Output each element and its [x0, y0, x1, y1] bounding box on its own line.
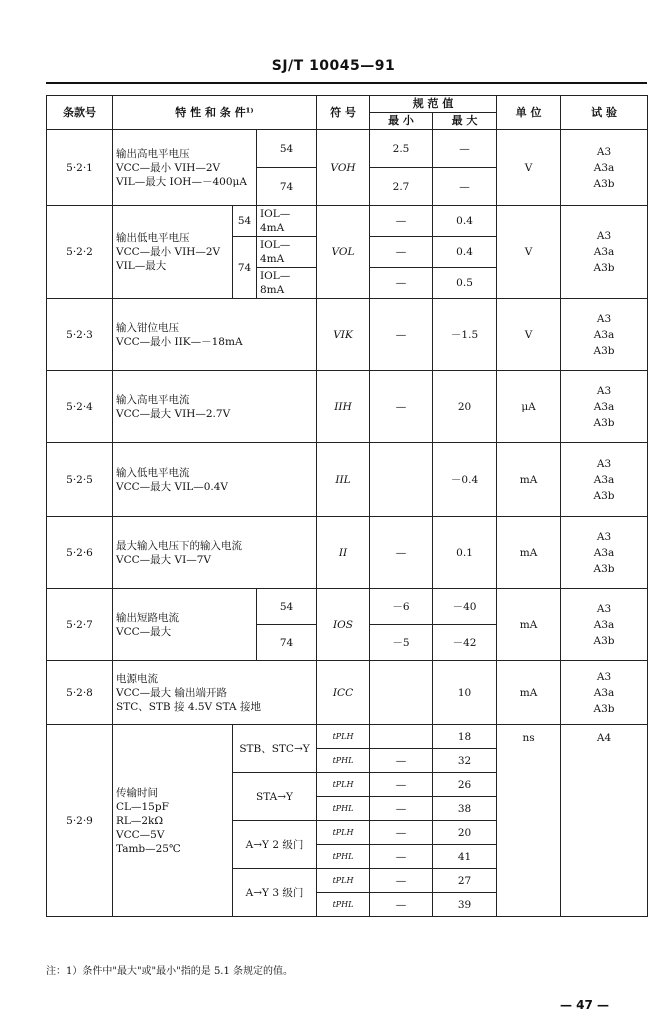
test-ref: A3 A3a A3b: [561, 371, 648, 443]
min-value: —: [370, 773, 433, 797]
unit: mA: [497, 661, 561, 725]
min-value: —: [370, 821, 433, 845]
unit: V: [497, 206, 561, 299]
symbol: tPHL: [317, 797, 370, 821]
min-value: 2.7: [370, 168, 433, 206]
series-54: 54: [257, 589, 317, 625]
min-value: —: [370, 517, 433, 589]
min-value: 2.5: [370, 130, 433, 168]
test-ref: A3 A3a A3b: [561, 589, 648, 661]
item-id: 5·2·5: [47, 443, 113, 517]
max-value: 0.5: [433, 268, 497, 299]
symbol: tPLH: [317, 725, 370, 749]
symbol: IIL: [317, 443, 370, 517]
symbol: tPHL: [317, 845, 370, 869]
item-id: 5·2·9: [47, 725, 113, 917]
condition-text: 最大输入电压下的输入电流 VCC—最大 VI—7V: [113, 517, 317, 589]
max-value: －40: [433, 589, 497, 625]
table-row: [47, 725, 648, 749]
path-label: A→Y 3 级门: [233, 869, 317, 917]
condition-text: 传输时间 CL—15pF RL—2kΩ VCC—5V Tamb—25℃: [113, 725, 233, 917]
page-number: — 47 —: [560, 998, 610, 1012]
item-id: 5·2·2: [47, 206, 113, 299]
header-rule: [46, 82, 647, 84]
unit: V: [497, 130, 561, 206]
table-row: [47, 443, 648, 517]
unit: mA: [497, 517, 561, 589]
item-id: 5·2·7: [47, 589, 113, 661]
test-ref: A3 A3a A3b: [561, 130, 648, 206]
max-value: －1.5: [433, 299, 497, 371]
symbol: tPLH: [317, 821, 370, 845]
table-row: [47, 517, 648, 589]
min-value: [370, 443, 433, 517]
max-value: 32: [433, 749, 497, 773]
item-id: 5·2·1: [47, 130, 113, 206]
header-row: [47, 96, 648, 113]
condition-text: 电源电流 VCC—最大 输出端开路 STC、STB 接 4.5V STA 接地: [113, 661, 317, 725]
table-row: [47, 206, 648, 237]
max-value: 38: [433, 797, 497, 821]
spec-table: [46, 95, 648, 917]
symbol: IOS: [317, 589, 370, 661]
col-min-header: 最 小: [370, 113, 433, 130]
symbol: VIK: [317, 299, 370, 371]
min-value: —: [370, 845, 433, 869]
col-sym-header: 符 号: [317, 96, 370, 130]
min-value: —: [370, 749, 433, 773]
min-value: －6: [370, 589, 433, 625]
condition-text: 输出短路电流 VCC—最大: [113, 589, 257, 661]
min-value: —: [370, 237, 433, 268]
min-value: —: [370, 371, 433, 443]
unit: mA: [497, 443, 561, 517]
min-value: —: [370, 206, 433, 237]
col-cond-header: 特 性 和 条 件¹⁾: [113, 96, 317, 130]
symbol: VOH: [317, 130, 370, 206]
symbol: tPHL: [317, 749, 370, 773]
unit: ns: [497, 725, 561, 917]
unit: μA: [497, 371, 561, 443]
series-74: 74: [233, 237, 257, 299]
max-value: 20: [433, 821, 497, 845]
min-value: －5: [370, 625, 433, 661]
max-value: 39: [433, 893, 497, 917]
condition-text: 输出高电平电压 VCC—最小 VIH—2V VIL—最大 IOH—－400μA: [113, 130, 257, 206]
min-value: —: [370, 268, 433, 299]
max-value: 0.4: [433, 237, 497, 268]
test-ref: A3 A3a A3b: [561, 517, 648, 589]
max-value: 0.4: [433, 206, 497, 237]
symbol: VOL: [317, 206, 370, 299]
test-ref: A3 A3a A3b: [561, 299, 648, 371]
min-value: [370, 725, 433, 749]
header-title: SJ/T 10045—91: [271, 58, 396, 74]
condition-text: 输出低电平电压 VCC—最小 VIH—2V VIL—最大: [113, 206, 233, 299]
series-74: 74: [257, 625, 317, 661]
test-ref: A3 A3a A3b: [561, 661, 648, 725]
condition-iol: IOL—4mA: [257, 206, 317, 237]
symbol: tPLH: [317, 773, 370, 797]
max-value: 26: [433, 773, 497, 797]
series-54: 54: [233, 206, 257, 237]
test-ref: A4: [561, 725, 648, 917]
test-ref: A3 A3a A3b: [561, 443, 648, 517]
item-id: 5·2·4: [47, 371, 113, 443]
unit: V: [497, 299, 561, 371]
path-label: A→Y 2 级门: [233, 821, 317, 869]
min-value: —: [370, 299, 433, 371]
col-unit-header: 单 位: [497, 96, 561, 130]
max-value: 41: [433, 845, 497, 869]
condition-text: 输入低电平电流 VCC—最大 VIL—0.4V: [113, 443, 317, 517]
symbol: II: [317, 517, 370, 589]
max-value: 27: [433, 869, 497, 893]
series-74: 74: [257, 168, 317, 206]
condition-iol: IOL—4mA: [257, 237, 317, 268]
item-id: 5·2·3: [47, 299, 113, 371]
symbol: tPHL: [317, 893, 370, 917]
max-value: －42: [433, 625, 497, 661]
col-max-header: 最 大: [433, 113, 497, 130]
item-id: 5·2·6: [47, 517, 113, 589]
max-value: 10: [433, 661, 497, 725]
table-row: [47, 661, 648, 725]
symbol: tPLH: [317, 869, 370, 893]
item-id: 5·2·8: [47, 661, 113, 725]
test-ref: A3 A3a A3b: [561, 206, 648, 299]
min-value: [370, 661, 433, 725]
max-value: —: [433, 168, 497, 206]
table-row: [47, 299, 648, 371]
table-row: [47, 589, 648, 625]
unit: mA: [497, 589, 561, 661]
path-label: STB、STC→Y: [233, 725, 317, 773]
table-row: [47, 130, 648, 168]
table-row: [47, 371, 648, 443]
condition-text: 输入高电平电流 VCC—最大 VIH—2.7V: [113, 371, 317, 443]
min-value: —: [370, 869, 433, 893]
footnote: 注：1）条件中"最大"或"最小"指的是 5.1 条规定的值。: [46, 966, 294, 977]
max-value: 20: [433, 371, 497, 443]
min-value: —: [370, 797, 433, 821]
col-test-header: 试 验: [561, 96, 648, 130]
max-value: 0.1: [433, 517, 497, 589]
max-value: —: [433, 130, 497, 168]
series-54: 54: [257, 130, 317, 168]
condition-text: 输入钳位电压 VCC—最小 IIK—－18mA: [113, 299, 317, 371]
path-label: STA→Y: [233, 773, 317, 821]
symbol: ICC: [317, 661, 370, 725]
symbol: IIH: [317, 371, 370, 443]
col-item-header: 条款号: [47, 96, 113, 130]
col-spec-header: 规 范 值: [370, 96, 497, 113]
max-value: －0.4: [433, 443, 497, 517]
max-value: 18: [433, 725, 497, 749]
min-value: —: [370, 893, 433, 917]
condition-iol: IOL—8mA: [257, 268, 317, 299]
